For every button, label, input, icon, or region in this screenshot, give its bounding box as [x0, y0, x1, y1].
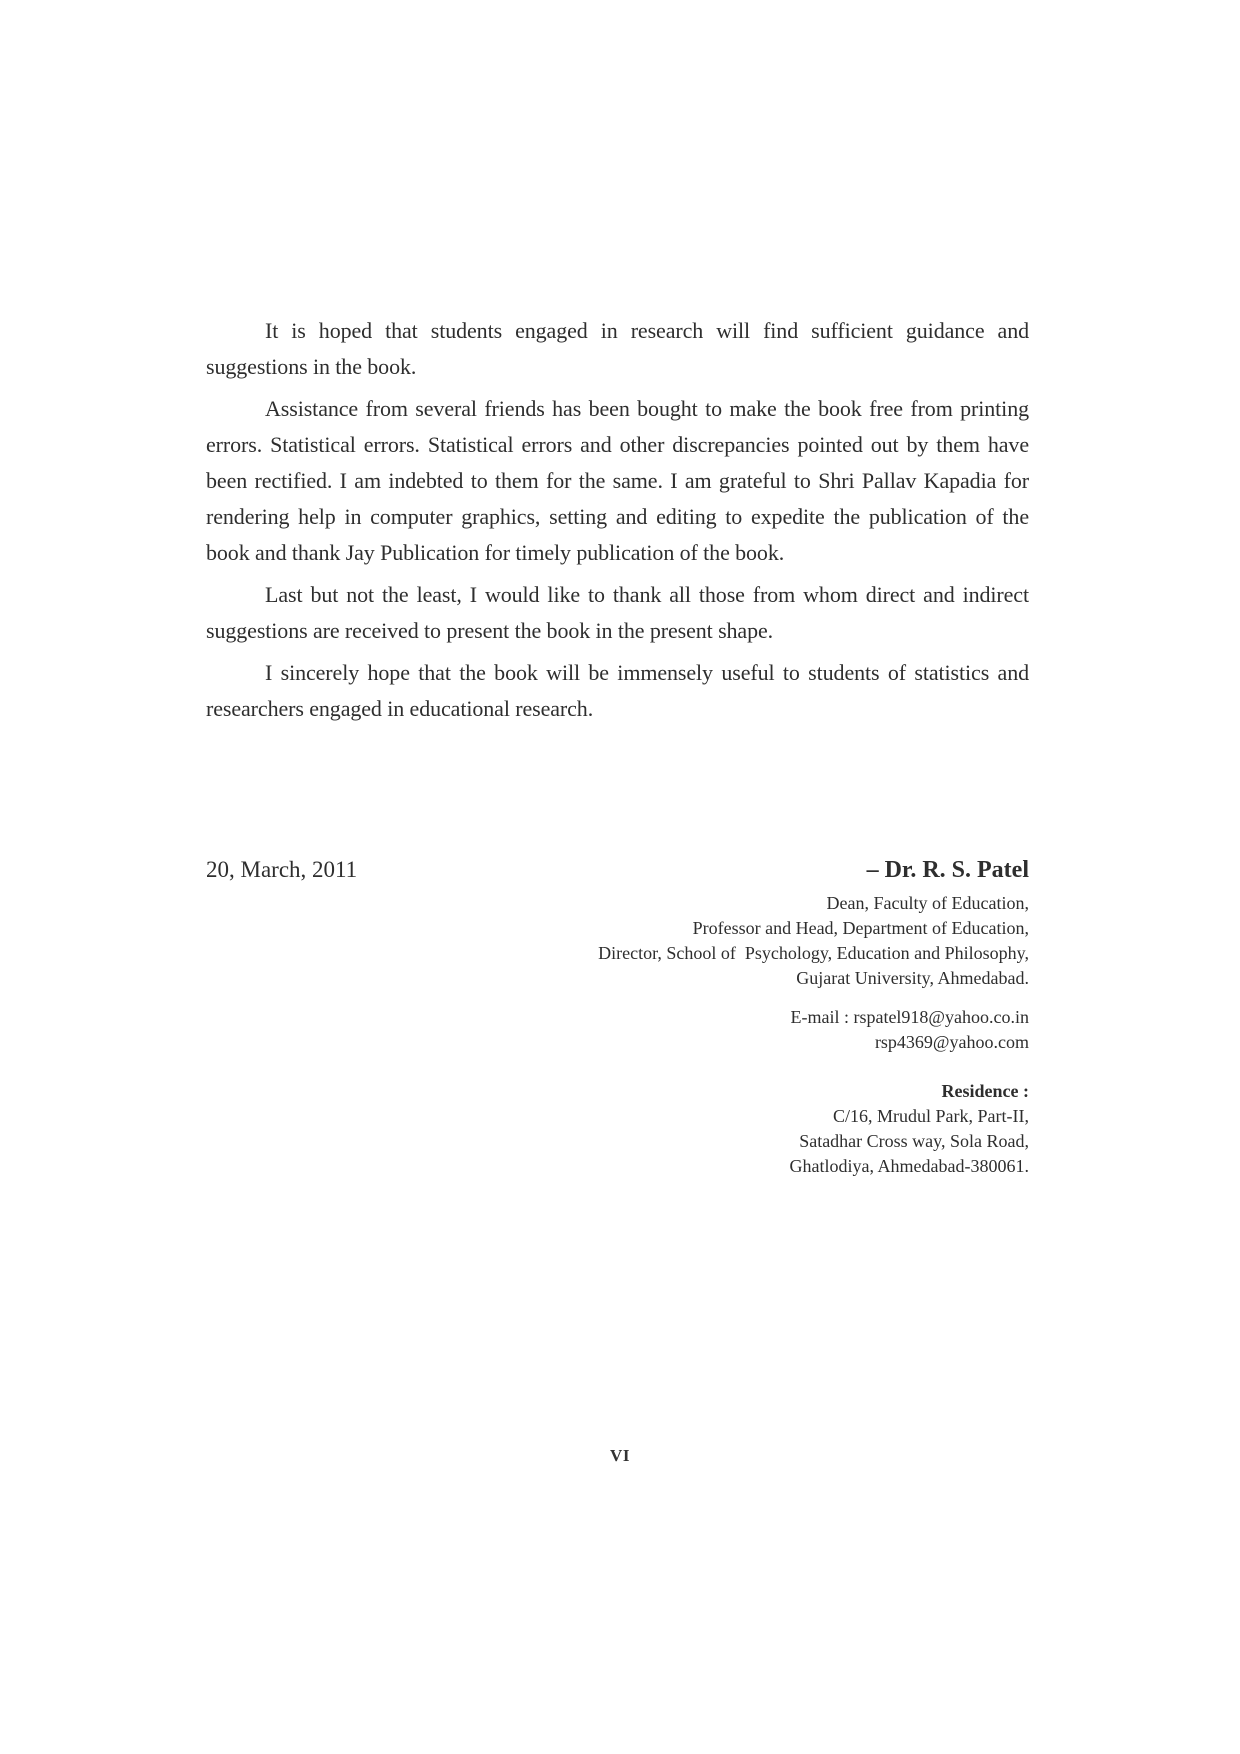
- paragraph-closing-hope: I sincerely hope that the book will be immensely useful to students of statistics and researchers engaged in educational research.: [206, 660, 1029, 721]
- paragraph-guidance: It is hoped that students engaged in research will find sufficient guidance and suggestions in the book.: [206, 318, 1029, 379]
- designation-line: Gujarat University, Ahmedabad.: [796, 968, 1029, 988]
- paragraph-acknowledgement-thanks: Last but not the least, I would like to thank all those from whom direct and indirect suggestions are received to present the book in the present shape.: [206, 582, 1029, 643]
- preface-body: [206, 313, 1029, 733]
- address-line: Satadhar Cross way, Sola Road,: [799, 1131, 1029, 1151]
- paragraph-acknowledgement-assistance: Assistance from several friends has been bought to make the book free from printing errors. Statistical errors. Statistical errors and other discrepancies pointed out by them have been rectified. I am indebted to them for the same. I am grateful to Shri Pallav Kapadia for rendering help in computer graphics, setting and editing to expedite the publication of the book and thank Jay Publication for timely publication of the book.: [206, 396, 1029, 565]
- residence-block: [790, 1079, 1029, 1179]
- designation-line: Director, School of Psychology, Education and Philosophy,: [598, 943, 1029, 963]
- date: 20, March, 2011: [206, 857, 358, 882]
- contact-block: [790, 1005, 1029, 1055]
- signature-row: [206, 852, 1029, 888]
- email-line-primary: E-mail : rspatel918@yahoo.co.in: [790, 1007, 1029, 1027]
- designation-line: Professor and Head, Department of Education,: [692, 918, 1029, 938]
- residence-label: Residence :: [941, 1081, 1029, 1101]
- address-line: C/16, Mrudul Park, Part-II,: [833, 1106, 1029, 1126]
- page-number: VI: [610, 1446, 630, 1465]
- address-line: Ghatlodiya, Ahmedabad-380061.: [789, 1156, 1029, 1176]
- email-line-secondary: rsp4369@yahoo.com: [874, 1032, 1029, 1052]
- designation-line: Dean, Faculty of Education,: [826, 893, 1029, 913]
- signatory-name: – Dr. R. S. Patel: [866, 857, 1029, 883]
- designation-block: [598, 891, 1029, 991]
